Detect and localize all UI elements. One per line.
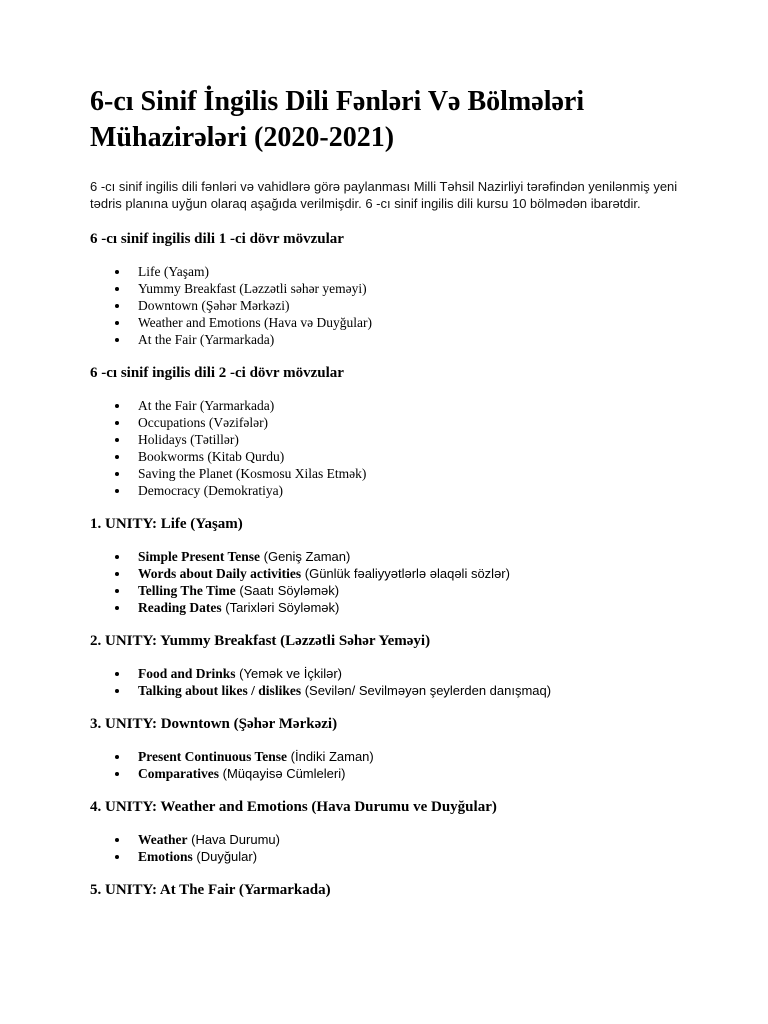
list-item-text: (Tarixləri Söyləmək) (221, 600, 340, 615)
list-item-text: Yummy Breakfast (Ləzzətli səhər yeməyi) (138, 281, 367, 296)
list-item (90, 397, 690, 414)
list-item (90, 848, 690, 865)
list-item-term: Telling The Time (138, 583, 236, 598)
list-item-term: Reading Dates (138, 600, 222, 615)
list-item-text: Democracy (Demokratiya) (138, 483, 284, 498)
list-item (90, 482, 690, 499)
section-heading: 1. UNITY: Life (Yaşam) (90, 516, 243, 532)
list-item-text: Life (Yaşam) (138, 264, 209, 279)
list-item-text: (Müqayisə Cümleleri) (219, 766, 346, 781)
list-item-text: (Yemək ve İçkilər) (235, 666, 342, 681)
list-item (90, 263, 690, 280)
section-heading: 6 -cı sinif ingilis dili 2 -ci dövr mövzular (90, 365, 344, 381)
list-item-text: Bookworms (Kitab Qurdu) (138, 449, 285, 464)
section-list (90, 263, 690, 348)
list-item-term: Comparatives (138, 766, 219, 781)
list-item (90, 448, 690, 465)
section-heading: 4. UNITY: Weather and Emotions (Hava Durumu ve Duyğular) (90, 799, 497, 815)
document-page (90, 84, 690, 914)
list-item-text: Downtown (Şəhər Mərkəzi) (138, 298, 290, 313)
list-item-text: (Duyğular) (192, 849, 258, 864)
section-list (90, 748, 690, 782)
section-list (90, 665, 690, 699)
list-item (90, 831, 690, 848)
list-item (90, 297, 690, 314)
section-heading: 6 -cı sinif ingilis dili 1 -ci dövr mövzular (90, 231, 344, 247)
list-item (90, 682, 690, 699)
list-item-term: Food and Drinks (138, 666, 236, 681)
list-item-text: (Hava Durumu) (187, 832, 280, 847)
section-heading: 3. UNITY: Downtown (Şəhər Mərkəzi) (90, 716, 338, 732)
section-list (90, 831, 690, 865)
list-item-text: At the Fair (Yarmarkada) (138, 398, 275, 413)
list-item-term: Weather (138, 832, 188, 847)
list-item-term: Talking about likes / dislikes (138, 683, 302, 698)
list-item (90, 548, 690, 565)
list-item (90, 331, 690, 348)
list-item-text: Weather and Emotions (Hava və Duyğular) (138, 315, 372, 330)
section-heading: 5. UNITY: At The Fair (Yarmarkada) (90, 882, 331, 898)
list-item (90, 414, 690, 431)
section-heading: 2. UNITY: Yummy Breakfast (Ləzzətli Səhər Yeməyi) (90, 633, 431, 649)
list-item-term: Words about Daily activities (138, 566, 302, 581)
list-item (90, 748, 690, 765)
list-item-text: At the Fair (Yarmarkada) (138, 332, 275, 347)
list-item-term: Present Continuous Tense (138, 749, 288, 764)
list-item-term: Simple Present Tense (138, 549, 261, 564)
list-item (90, 465, 690, 482)
list-item (90, 565, 690, 582)
intro-paragraph: 6 -cı sinif ingilis dili fənləri və vahidlərə görə paylanması Milli Təhsil Nazirliyi tərəfindən yenilənmiş yeni tədris planına uyğun olaraq aşağıda verilmişdir. 6 -cı sinif ingilis dili kursu 10 bölmədən ibarətdir. (90, 179, 678, 211)
section-list (90, 548, 690, 616)
sections-container (90, 229, 690, 900)
list-item (90, 280, 690, 297)
list-item-text: (Sevilən/ Sevilməyən şeylerden danışmaq) (301, 683, 552, 698)
section-list (90, 397, 690, 499)
list-item-text: (Günlük fəaliyyətlərlə əlaqəli sözlər) (301, 566, 510, 581)
list-item-text: (Saatı Söyləmək) (235, 583, 340, 598)
list-item-text: Occupations (Vəzifələr) (138, 415, 269, 430)
list-item-term: Emotions (138, 849, 193, 864)
list-item-text: (Geniş Zaman) (260, 549, 351, 564)
list-item-text: Holidays (Tətillər) (138, 432, 239, 447)
list-item (90, 765, 690, 782)
list-item-text: (İndiki Zaman) (287, 749, 374, 764)
list-item (90, 665, 690, 682)
list-item (90, 599, 690, 616)
page-title: 6-cı Sinif İngilis Dili Fənləri Və Bölmələri Mühazirələri (2020-2021) (90, 86, 585, 153)
list-item (90, 431, 690, 448)
list-item (90, 582, 690, 599)
list-item-text: Saving the Planet (Kosmosu Xilas Etmək) (138, 466, 367, 481)
list-item (90, 314, 690, 331)
